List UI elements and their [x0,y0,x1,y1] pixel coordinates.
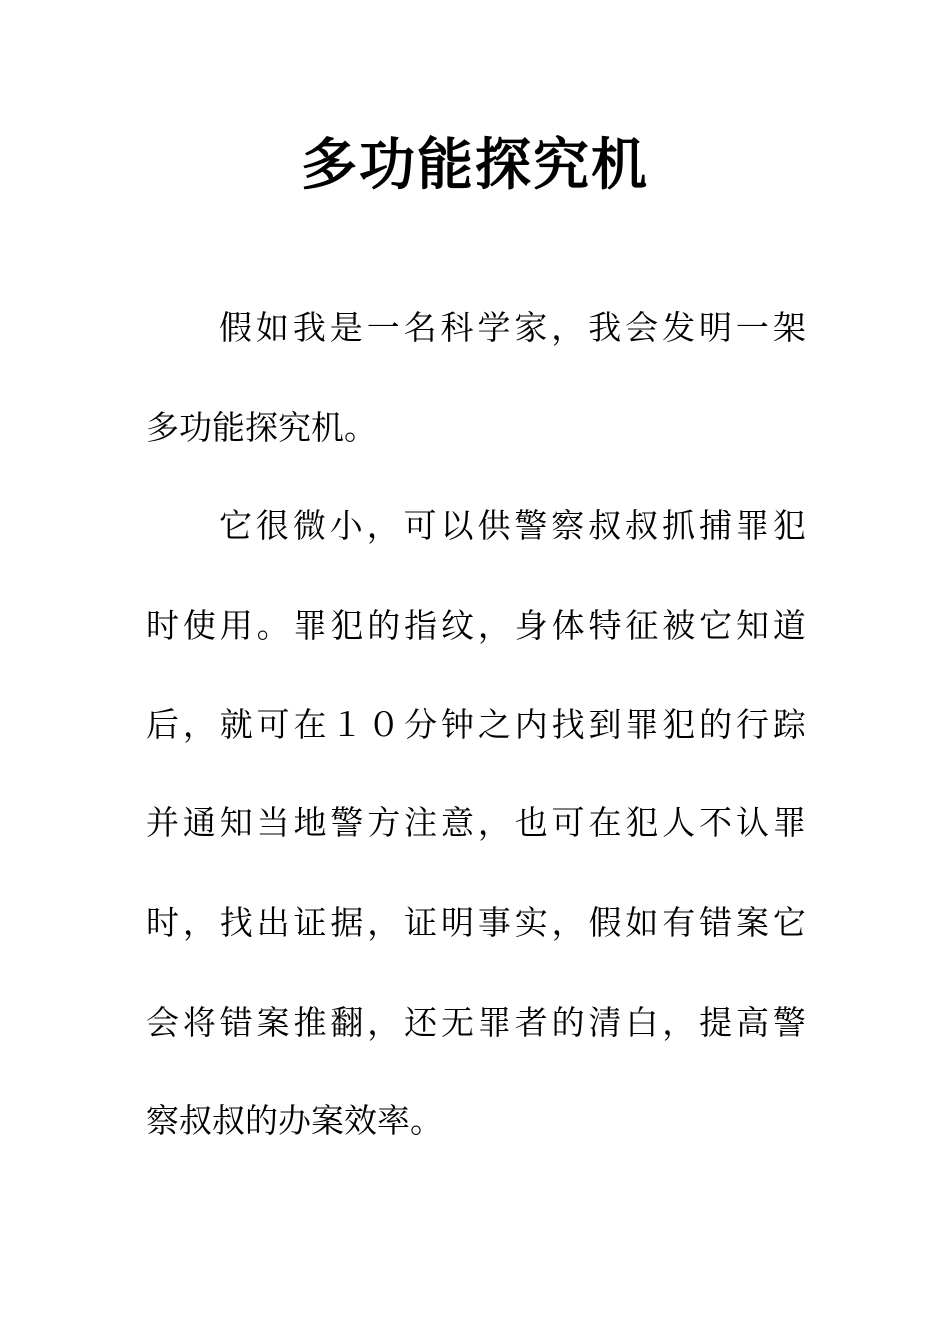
paragraph-1-line-2: 多功能探究机。 [146,408,377,447]
paragraph-2-line-2: 时 使 用 。 罪 犯 的 指 纹 ， 身 体 特 征 被 它 知 道 [146,606,806,645]
paragraph-2-line-4: 并 通 知 当 地 警 方 注 意 ， 也 可 在 犯 人 不 认 罪 [146,803,806,842]
paragraph-2-line-1: 它 很 微 小 ， 可 以 供 警 察 叔 叔 抓 捕 罪 犯 [219,506,806,545]
paragraph-2-line-6: 会 将 错 案 推 翻 ， 还 无 罪 者 的 清 白 ， 提 高 警 [146,1003,806,1042]
paragraph-2-line-3: 后 ， 就 可 在 １ ０ 分 钟 之 内 找 到 罪 犯 的 行 踪 [146,705,806,744]
paragraph-2-line-7: 察叔叔的办案效率。 [146,1101,443,1140]
paragraph-2-line-5: 时 ， 找 出 证 据 ， 证 明 事 实 ， 假 如 有 错 案 它 [146,903,806,942]
document-title: 多功能探究机 [301,133,649,198]
paragraph-1-line-1: 假 如 我 是 一 名 科 学 家 ， 我 会 发 明 一 架 [219,308,806,347]
